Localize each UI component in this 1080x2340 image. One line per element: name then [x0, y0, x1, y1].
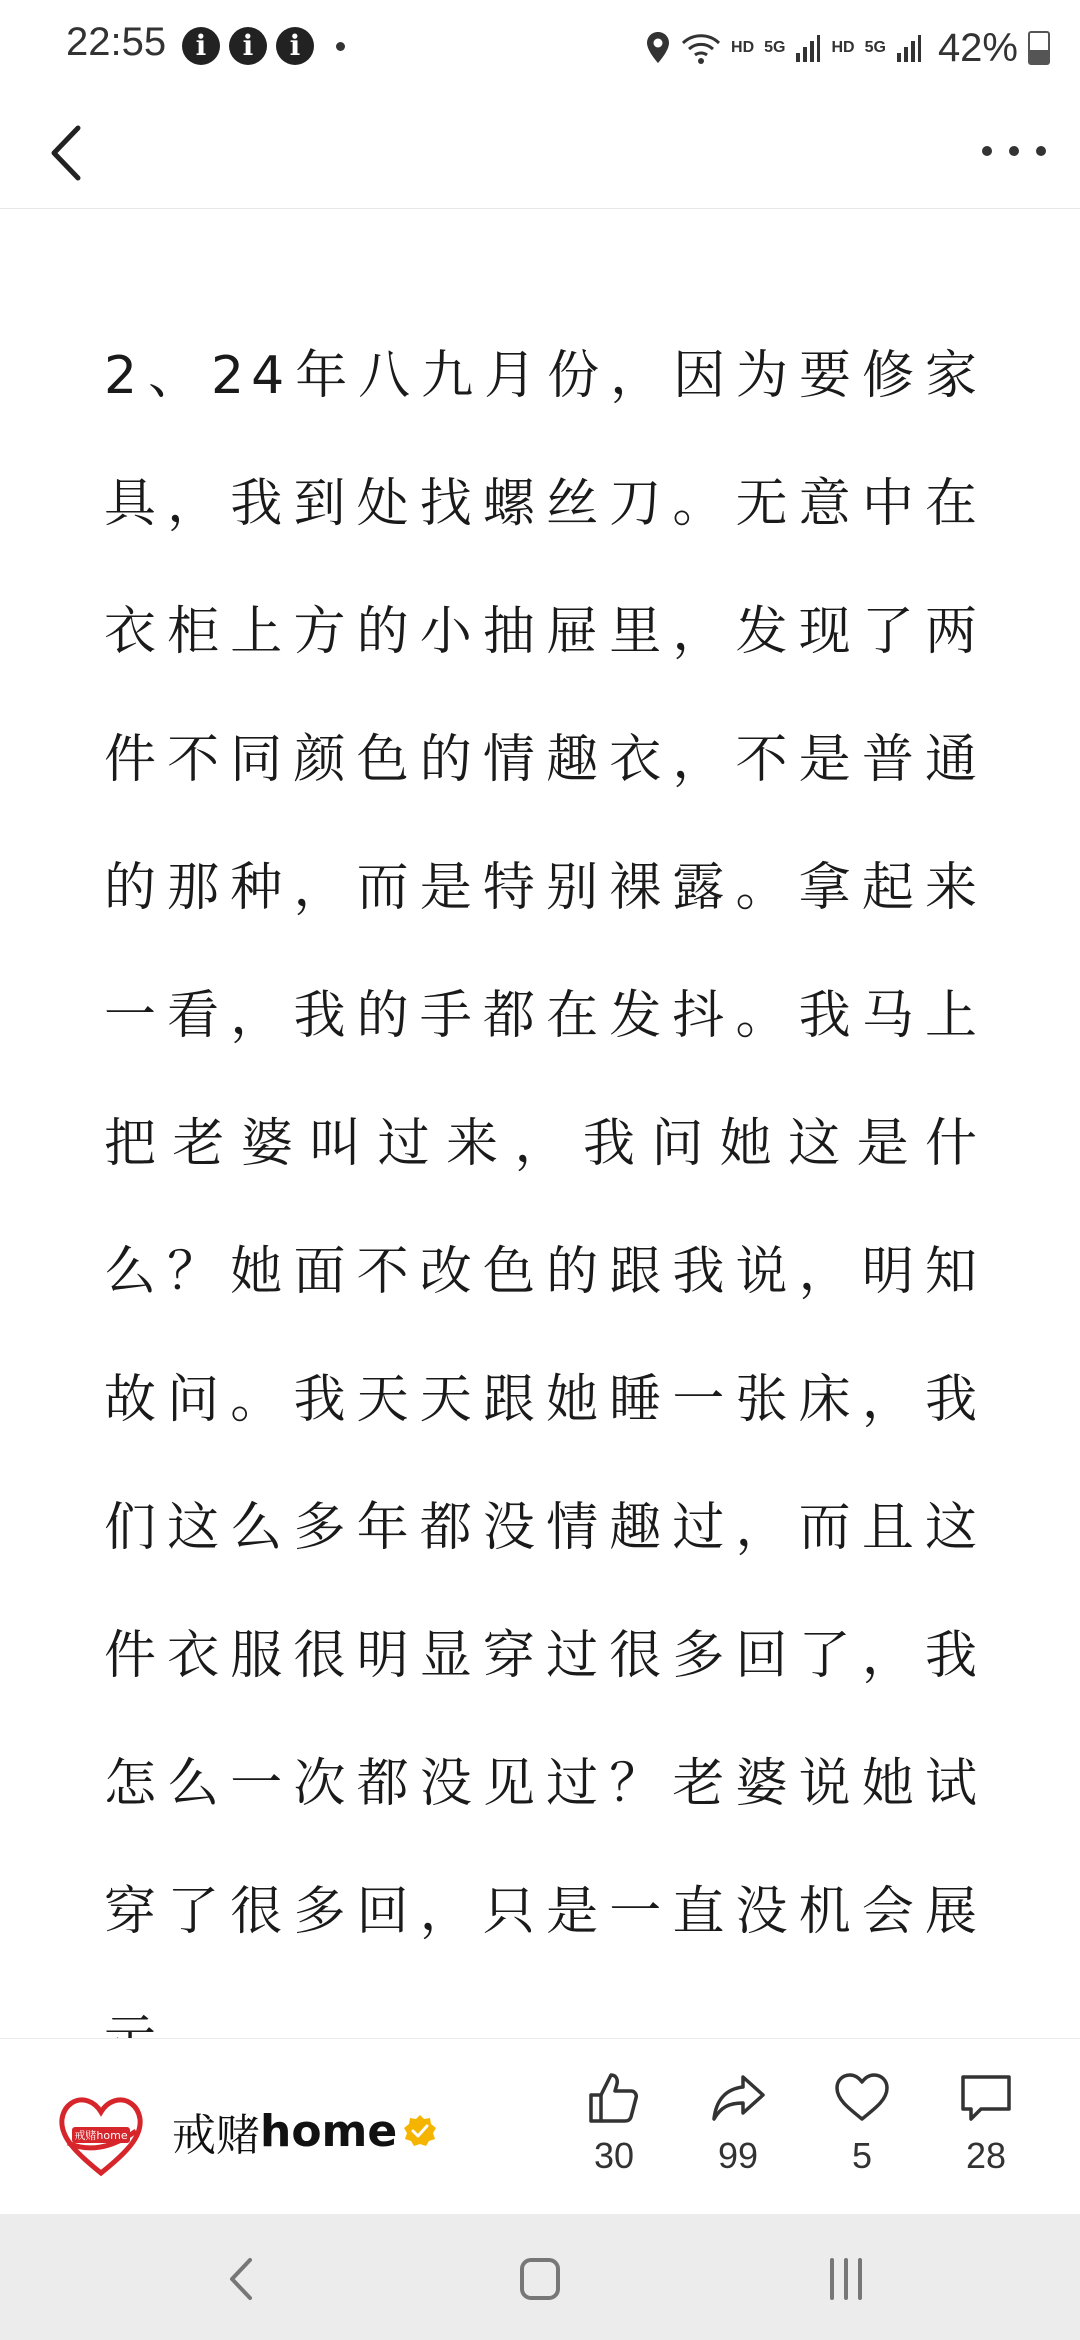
share-count: 99 [717, 2135, 759, 2176]
article-paragraph: 2、24年八九月份，因为要修家具，我到处找螺丝刀。无意中在衣柜上方的小抽屉里，发现了两件不同颜色的情趣衣，不是普通的那种，而是特别裸露。拿起来一看，我的手都在发抖。我马上把老婆叫过来，我问她这是什么？她面不改色的跟我说，明知故问。我天天跟她睡一张床，我们这么多年都没情趣过，而且这件衣服很明显穿过很多回了，我怎么一次都没见过？老婆说她试穿了很多回，只是一直没机会展 [104, 346, 984, 1942]
share-button[interactable] [684, 2069, 792, 2199]
author-name-suffix: home [260, 2105, 398, 2157]
chevron-left-icon[interactable] [38, 118, 98, 188]
dot [1036, 146, 1046, 156]
top-app-bar [0, 96, 1080, 209]
status-indicators [645, 18, 1050, 78]
heart-icon [833, 2069, 891, 2127]
location-icon [645, 31, 671, 65]
favorite-button[interactable] [808, 2069, 916, 2199]
back-nav-icon[interactable] [214, 2254, 274, 2304]
network-label: HD [831, 39, 855, 56]
author-name-prefix: 戒赌 [172, 2110, 260, 2161]
battery-icon [1028, 31, 1050, 65]
thumbs-up-icon [585, 2069, 643, 2127]
action-bar [560, 2069, 1040, 2199]
dot [1009, 146, 1019, 156]
author-avatar[interactable] [56, 2091, 146, 2181]
system-nav-bar [0, 2214, 1080, 2340]
signal-icon [896, 33, 922, 63]
favorite-count: 5 [851, 2135, 873, 2176]
network-label: 5G [864, 39, 886, 56]
recents-nav-icon[interactable] [816, 2254, 876, 2304]
comment-button[interactable] [932, 2069, 1040, 2199]
author-name[interactable] [172, 2099, 437, 2163]
comment-icon [957, 2069, 1015, 2127]
verified-badge-icon [403, 2114, 437, 2148]
status-time: 22:55 [66, 20, 167, 64]
info-notification-icon: i [182, 27, 220, 65]
wifi-icon [681, 31, 721, 65]
like-button[interactable] [560, 2069, 668, 2199]
comment-count: 28 [965, 2135, 1007, 2176]
avatar-logo-text: 戒赌home [74, 2129, 128, 2142]
signal-icon [795, 33, 821, 63]
dot [982, 146, 992, 156]
home-nav-icon[interactable] [510, 2254, 570, 2304]
info-notification-icon: i [229, 27, 267, 65]
status-bar [0, 0, 1080, 96]
network-label: 5G [764, 39, 786, 56]
share-icon [709, 2069, 767, 2127]
info-notification-icon: i [276, 27, 314, 65]
like-count: 30 [593, 2135, 635, 2176]
network-label: HD [731, 39, 755, 56]
post-footer [0, 2038, 1080, 2215]
more-notifications-dot [336, 42, 345, 51]
battery-percent: 42% [937, 25, 1018, 70]
more-horizontal-icon[interactable] [982, 136, 1046, 166]
